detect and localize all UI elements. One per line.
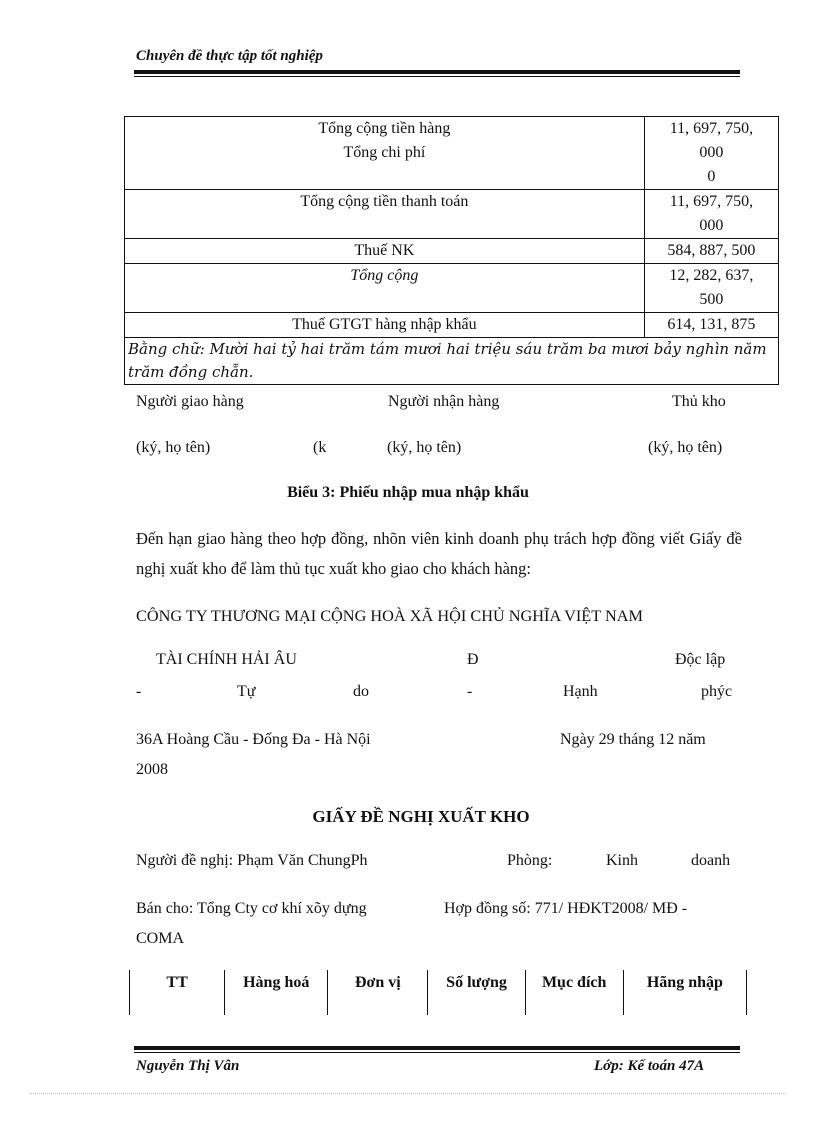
signer-keeper: Thủ kho (672, 393, 726, 410)
department-word: Kinh (606, 852, 638, 869)
row-label (125, 190, 645, 239)
column-header: TT (130, 970, 225, 1015)
label-line: Tổng cộng tiền thanh toán (300, 193, 469, 210)
row-value (644, 264, 778, 313)
sign-hint-k: (k (313, 439, 327, 456)
label-line: Tổng chi phí (343, 144, 426, 161)
amount-in-words: Bằng chữ: Mười hai tỷ hai trăm tám mươi hai triệu sáu trăm ba mươi bảy nghìn năm trăm đồng chẵn. (125, 338, 779, 385)
row-label (125, 117, 645, 190)
table-row (125, 313, 779, 338)
row-value (644, 313, 778, 338)
sign-hint-mid: (ký, họ tên) (387, 439, 462, 456)
value-line: 614, 131, 875 (667, 316, 756, 333)
sign-hint-left: (ký, họ tên) (136, 439, 211, 456)
company-address: 36A Hoàng Cầu - Đống Đa - Hà Nội (136, 731, 371, 748)
value-line: 12, 282, 637, (669, 267, 754, 284)
header-rule-thick (134, 70, 740, 74)
row-value (644, 239, 778, 264)
footer-rule-thin (134, 1052, 740, 1053)
motto-doc-lap: Độc lập (675, 651, 726, 668)
value-line: 11, 697, 750, (669, 120, 754, 137)
footer-rule-thick (134, 1046, 740, 1050)
table-row (125, 264, 779, 313)
requester: Người đề nghị: Phạm Văn ChungPh (136, 852, 368, 869)
figure-caption: Biểu 3: Phiếu nhập mua nhập khẩu (287, 484, 529, 501)
company-name: TÀI CHÍNH HẢI ÂU (156, 651, 297, 668)
sold-to: Bán cho: Tổng Cty cơ khí xõy dựng (136, 900, 367, 917)
signer-receiver: Người nhận hàng (388, 393, 500, 410)
column-header: Hàng hoá (225, 970, 328, 1015)
column-header: Mục đích (525, 970, 623, 1015)
value-line: 11, 697, 750, (669, 193, 754, 210)
label-line: Thuế NK (354, 242, 415, 259)
label-line: Thuế GTGT hàng nhập khẩu (292, 316, 477, 333)
value-line: 500 (699, 291, 724, 308)
value-line: 584, 887, 500 (667, 242, 756, 259)
label-line: Tổng cộng (350, 267, 419, 284)
column-header: Số lượng (428, 970, 525, 1015)
motto-word: phýc (701, 683, 733, 700)
value-line: 000 (699, 217, 724, 234)
sign-hint-right: (ký, họ tên) (648, 439, 723, 456)
row-value (644, 117, 778, 190)
footer-class: Lớp: Kế toán 47A (594, 1058, 705, 1074)
page-bottom-divider (30, 1093, 786, 1094)
row-label (125, 313, 645, 338)
row-value (644, 190, 778, 239)
letterhead-d-char: Đ (467, 651, 479, 668)
contract-continuation: COMA (136, 930, 185, 947)
contract-number: Hợp đồng số: 771/ HĐKT2008/ MĐ - (444, 900, 688, 917)
column-header: Hãng nhập (623, 970, 746, 1015)
running-header: Chuyên đề thực tập tốt nghiệp (136, 48, 323, 64)
motto-word: do (353, 683, 369, 700)
table-row (125, 117, 779, 190)
signer-giver: Người giao hàng (136, 393, 244, 410)
row-label (125, 239, 645, 264)
department-word: doanh (691, 852, 731, 869)
intro-paragraph: Đến hạn giao hàng theo hợp đồng, nhõn viên kinh doanh phụ trách hợp đồng viết Giấy đề nghị xuất kho để làm thủ tục xuất kho giao cho khách hàng: (136, 529, 742, 578)
column-header: Đơn vị (328, 970, 428, 1015)
value-line: 0 (707, 168, 716, 185)
page-title: GIẤY ĐỀ NGHỊ XUẤT KHO (312, 807, 530, 826)
motto-word: - (467, 683, 473, 700)
motto-word: Tự (237, 683, 256, 700)
table-header-row (130, 970, 747, 1015)
header-rule-thin (134, 76, 740, 77)
motto-word: Hạnh (563, 683, 598, 700)
document-date: Ngày 29 tháng 12 năm (560, 731, 706, 748)
table-row (125, 190, 779, 239)
row-label (125, 264, 645, 313)
items-table (129, 970, 747, 1015)
table-row (125, 338, 779, 385)
department-label: Phòng: (507, 852, 553, 869)
motto-word: - (136, 683, 142, 700)
value-line: 000 (699, 144, 724, 161)
label-line: Tổng cộng tiền hàng (318, 120, 451, 137)
document-year: 2008 (136, 761, 168, 778)
import-summary-table (124, 116, 779, 385)
letterhead-line: CÔNG TY THƯƠNG MẠI CỘNG HOÀ XÃ HỘI CHỦ NGHĨA VIỆT NAM (136, 606, 643, 625)
table-row (125, 239, 779, 264)
footer-author: Nguyễn Thị Vân (136, 1058, 240, 1074)
